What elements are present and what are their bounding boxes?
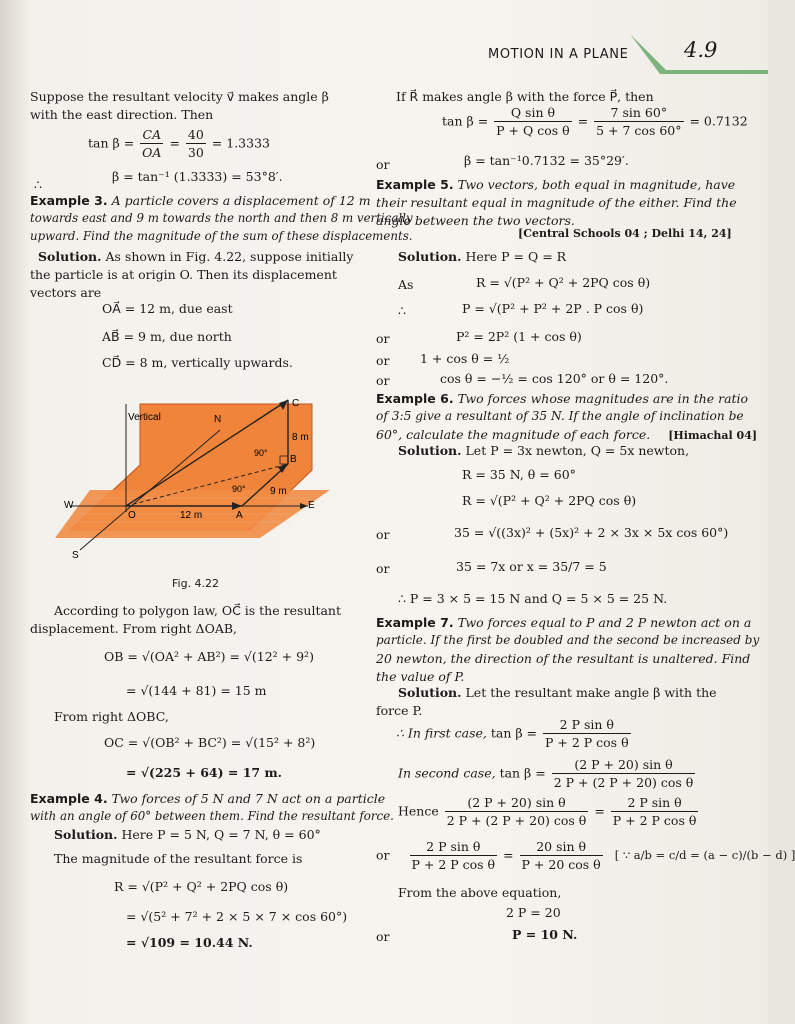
text-line: According to polygon law, OC⃗ is the resultant <box>54 603 341 618</box>
example-6-source: [Himachal 04] <box>668 429 758 442</box>
denominator: 30 <box>187 145 204 161</box>
equation-ob-result: = √(144 + 81) = 15 m <box>126 683 267 698</box>
solution-text: Here P = Q = R <box>465 249 567 264</box>
equation-r: R = √(P² + Q² + 2PQ cos θ) <box>114 879 289 894</box>
label-a: A <box>236 510 243 521</box>
text-line: displacement. From right ΔOAB, <box>30 621 238 636</box>
numerator: Q sin θ <box>494 104 572 122</box>
equation-6c: 35 = √((3x)² + (5x)² + 2 × 3x × 5x cos 60°) <box>454 525 729 540</box>
equation-oc: OC = √(OB² + BC²) = √(15² + 8²) <box>104 735 316 750</box>
solution-text: Here P = 5 N, Q = 7 N, θ = 60° <box>121 827 321 842</box>
equation-2p: 2 P = 20 <box>506 905 561 920</box>
example-3-question: towards east and 9 m towards the north and then 8 m vertically <box>30 211 413 225</box>
example-7-question: 20 newton, the direction of the resultant is unaltered. Find <box>376 651 751 666</box>
or-label: or <box>376 331 390 346</box>
equation-hence <box>398 794 700 830</box>
label-o: O <box>128 510 136 521</box>
equation-5a: R = √(P² + Q² + 2PQ cos θ) <box>476 275 651 290</box>
example-4-question: with an angle of 60° between them. Find the resultant force. <box>30 809 394 823</box>
solution-text: the particle is at origin O. Then its displacement <box>30 267 337 282</box>
label-w: W <box>64 500 74 511</box>
numerator: 2 P sin θ <box>611 794 699 812</box>
or-label: or <box>376 373 390 388</box>
example-4-label: Example 4. <box>30 791 108 806</box>
equation-or <box>376 838 795 874</box>
text-line: with the east direction. Then <box>30 107 214 122</box>
equation-5c: P² = 2P² (1 + cos θ) <box>456 329 582 344</box>
figure-4-22 <box>60 390 360 570</box>
or-label: or <box>376 847 390 863</box>
denominator: 2 P + (2 P + 20) cos θ <box>446 813 587 829</box>
numerator: 2 P sin θ <box>543 716 631 734</box>
case-label: In second case, <box>398 765 496 781</box>
case-label: ∴ In first case, <box>396 725 487 741</box>
solution-label: Solution. <box>398 249 462 264</box>
equation-r-substitution: = √(5² + 7² + 2 × 5 × 7 × cos 60°) <box>126 909 348 924</box>
denominator: P + 20 cos θ <box>521 857 601 873</box>
denominator: P + 2 P cos θ <box>411 857 496 873</box>
or-label: or <box>376 353 390 368</box>
solution-text: force P. <box>376 703 423 718</box>
therefore-symbol: ∴ <box>34 177 42 192</box>
therefore-symbol: ∴ <box>398 303 406 318</box>
equation-beta-2: β = tan⁻¹0.7132 = 35°29′. <box>464 153 629 168</box>
example-5-question: their resultant equal in magnitude of the either. Find the <box>376 195 737 210</box>
example-5-label: Example 5. <box>376 177 454 192</box>
text-line: From the above equation, <box>398 885 562 900</box>
denominator: P + 2 P cos θ <box>545 735 629 751</box>
text-line: If R⃗ makes angle β with the force P⃗, then <box>396 89 654 104</box>
equals-sign: = <box>594 803 605 819</box>
numerator: CA <box>140 126 163 144</box>
numerator: 7 sin 60° <box>594 104 683 122</box>
solution-label: Solution. <box>54 827 118 842</box>
equation-tan-beta-2 <box>442 104 748 140</box>
vector-ab: AB⃗ = 9 m, due north <box>102 329 232 344</box>
vector-oa: OA⃗ = 12 m, due east <box>102 301 233 316</box>
example-6-question: Two forces whose magnitudes are in the ratio <box>457 391 749 406</box>
text-line: The magnitude of the resultant force is <box>54 851 303 866</box>
or-label: or <box>376 929 390 944</box>
equation-5e: cos θ = −½ = cos 120° or θ = 120°. <box>440 371 669 386</box>
equals-sign: = <box>577 113 589 129</box>
label-b: B <box>290 454 297 465</box>
figure-caption: Fig. 4.22 <box>172 577 220 590</box>
or-label: or <box>376 561 390 576</box>
equation-result: = 1.3333 <box>211 135 270 151</box>
equation-part: tan β = <box>88 135 135 151</box>
example-7-question: particle. If the first be doubled and the second be increased by <box>376 633 760 647</box>
equation-5b: P = √(P² + P² + 2P . P cos θ) <box>462 301 644 316</box>
numerator: (2 P + 20) sin θ <box>552 756 696 774</box>
equation-6e: ∴ P = 3 × 5 = 15 N and Q = 5 × 5 = 25 N. <box>398 591 668 606</box>
hence-label: Hence <box>398 803 439 819</box>
equation-6a: R = 35 N, θ = 60° <box>462 467 576 482</box>
equation-part: tan β = <box>442 113 489 129</box>
numerator: (2 P + 20) sin θ <box>445 794 589 812</box>
example-4-question: Two forces of 5 N and 7 N act on a particle <box>111 791 386 806</box>
example-3-label: Example 3. <box>30 193 108 208</box>
ratio-rule: [ ∵ a/b = c/d = (a − c)/(b − d) ] <box>614 848 795 863</box>
label-n: N <box>214 414 222 425</box>
numerator: 40 <box>186 126 206 144</box>
running-title: MOTION IN A PLANE <box>488 47 629 62</box>
denominator: 5 + 7 cos 60° <box>596 123 682 139</box>
equation-beta: β = tan⁻¹ (1.3333) = 53°8′. <box>112 169 283 184</box>
denominator: 2 P + (2 P + 20) cos θ <box>553 775 694 791</box>
equation-ob: OB = √(OA² + AB²) = √(12² + 9²) <box>104 649 314 664</box>
denominator: P + Q cos θ <box>496 123 570 139</box>
solution-text: Let P = 3x newton, Q = 5x newton, <box>465 443 690 458</box>
example-3-question: A particle covers a displacement of 12 m <box>111 193 371 208</box>
solution-text: vectors are <box>30 285 102 300</box>
label-c: C <box>292 398 300 409</box>
equation-r-result: = √109 = 10.44 N. <box>126 935 253 950</box>
example-7-question: the value of P. <box>376 669 465 684</box>
example-5-question: angle between the two vectors. <box>376 213 575 228</box>
page-number: 4.9 <box>684 38 718 62</box>
solution-text: As shown in Fig. 4.22, suppose initially <box>105 249 354 264</box>
equals-sign: = <box>503 847 514 863</box>
example-5-source: [Central Schools 04 ; Delhi 14, 24] <box>518 227 732 240</box>
equation-first-case <box>396 716 633 752</box>
label-8m: 8 m <box>292 432 309 443</box>
equation-result: = 0.7132 <box>689 113 748 129</box>
label-90-lower: 90° <box>232 484 246 494</box>
example-7-question: Two forces equal to P and 2 P newton act on a <box>457 615 752 630</box>
solution-label: Solution. <box>38 249 102 264</box>
example-6-label: Example 6. <box>376 391 454 406</box>
equals-sign: = <box>169 135 180 151</box>
label-90-upper: 90° <box>254 448 268 458</box>
equation-part: tan β = <box>499 765 546 781</box>
or-label: or <box>376 157 390 172</box>
example-6-question: 60°, calculate the magnitude of each force. <box>376 427 651 442</box>
equation-p-result: P = 10 N. <box>512 927 578 942</box>
example-7-label: Example 7. <box>376 615 454 630</box>
text-line: Suppose the resultant velocity v⃗ makes angle β <box>30 89 329 104</box>
example-3-question: upward. Find the magnitude of the sum of these displacements. <box>30 229 413 243</box>
denominator: OA <box>142 145 162 161</box>
example-5-question: Two vectors, both equal in magnitude, have <box>457 177 736 192</box>
vector-cd: CD⃗ = 8 m, vertically upwards. <box>102 355 293 370</box>
label-9m: 9 m <box>270 486 287 497</box>
text-line: From right ΔOBC, <box>54 709 169 724</box>
denominator: P + 2 P cos θ <box>612 813 697 829</box>
solution-label: Solution. <box>398 443 462 458</box>
equation-second-case <box>398 756 697 792</box>
example-6-question: of 3:5 give a resultant of 35 N. If the angle of inclination be <box>376 409 744 423</box>
label-vertical: Vertical <box>128 412 161 423</box>
numerator: 20 sin θ <box>520 838 603 856</box>
or-label: or <box>376 527 390 542</box>
equation-oc-result: = √(225 + 64) = 17 m. <box>126 765 283 780</box>
solution-label: Solution. <box>398 685 462 700</box>
equation-6b: R = √(P² + Q² + 2PQ cos θ) <box>462 493 637 508</box>
equation-part: tan β = <box>490 725 538 741</box>
solution-text: Let the resultant make angle β with the <box>465 685 717 700</box>
as-label: As <box>398 277 414 292</box>
equation-5d: 1 + cos θ = ½ <box>420 351 510 366</box>
equation-6d: 35 = 7x or x = 35/7 = 5 <box>456 559 607 574</box>
equation-tan-beta <box>88 126 270 162</box>
label-12m: 12 m <box>180 510 203 521</box>
numerator: 2 P sin θ <box>410 838 498 856</box>
label-s: S <box>72 550 79 561</box>
label-e: E <box>308 500 315 511</box>
